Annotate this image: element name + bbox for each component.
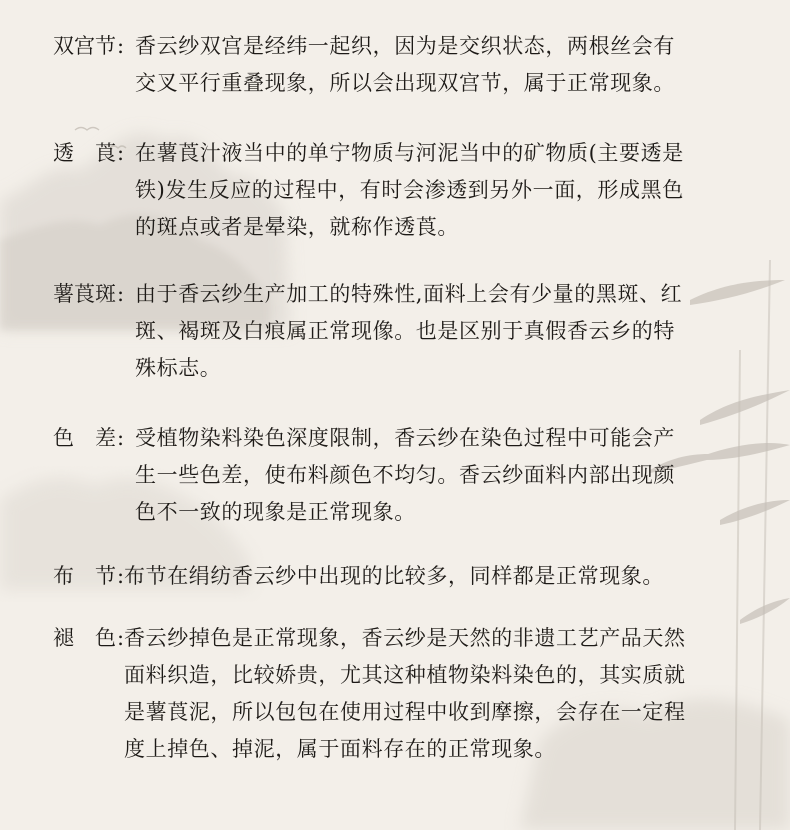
desc-line: 面料织造，比较娇贵，尤其这种植物染料染色的，其实质就 (124, 663, 686, 687)
desc-line: 香云纱双宫是经纬一起织，因为是交织状态，两根丝会有 (135, 34, 675, 58)
term-separator: : (116, 141, 125, 165)
term-separator: : (116, 34, 125, 58)
desc-line: 布节在绢纺香云纱中出现的比较多，同样都是正常现象。 (124, 564, 664, 588)
term-text: 色 差 (53, 426, 116, 450)
term-label (53, 624, 125, 652)
term-separator: : (116, 282, 125, 306)
desc-line: 在薯莨汁液当中的单宁物质与河泥当中的矿物质(主要透是 (135, 141, 684, 165)
term-text: 布 节 (53, 564, 116, 588)
desc-line: 由于香云纱生产加工的特殊性,面料上会有少量的黑斑、红 (135, 282, 683, 306)
desc-line: 色不一致的现象是正常现象。 (135, 500, 416, 524)
term-label (53, 562, 125, 590)
term-text: 薯莨斑 (53, 282, 116, 306)
desc-line: 殊标志。 (135, 356, 222, 380)
term-separator: : (116, 626, 125, 650)
term-label (53, 280, 125, 308)
term-separator: : (116, 426, 125, 450)
desc-line: 受植物染料染色深度限制，香云纱在染色过程中可能会产 (135, 426, 675, 450)
desc-line: 的斑点或者是晕染，就称作透莨。 (135, 215, 459, 239)
desc-line: 斑、褐斑及白痕属正常现像。也是区别于真假香云乡的特 (135, 319, 675, 343)
term-text: 透 莨 (53, 141, 116, 165)
term-label (53, 424, 125, 452)
desc-line: 香云纱掉色是正常现象，香云纱是天然的非遗工艺产品天然 (124, 626, 686, 650)
desc-line: 铁)发生反应的过程中，有时会渗透到另外一面，形成黑色 (135, 178, 684, 202)
term-separator: : (116, 564, 125, 588)
term-label (53, 32, 125, 60)
term-text: 褪 色 (53, 626, 116, 650)
desc-line: 度上掉色、掉泥，属于面料存在的正常现象。 (124, 737, 556, 761)
term-text: 双宫节 (53, 34, 116, 58)
term-label (53, 139, 125, 167)
desc-line: 交叉平行重叠现象，所以会出现双宫节，属于正常现象。 (135, 71, 675, 95)
desc-line: 生一些色差，使布料颜色不均匀。香云纱面料内部出现颜 (135, 463, 675, 487)
desc-line: 是薯莨泥，所以包包在使用过程中收到摩擦，会存在一定程 (124, 700, 686, 724)
